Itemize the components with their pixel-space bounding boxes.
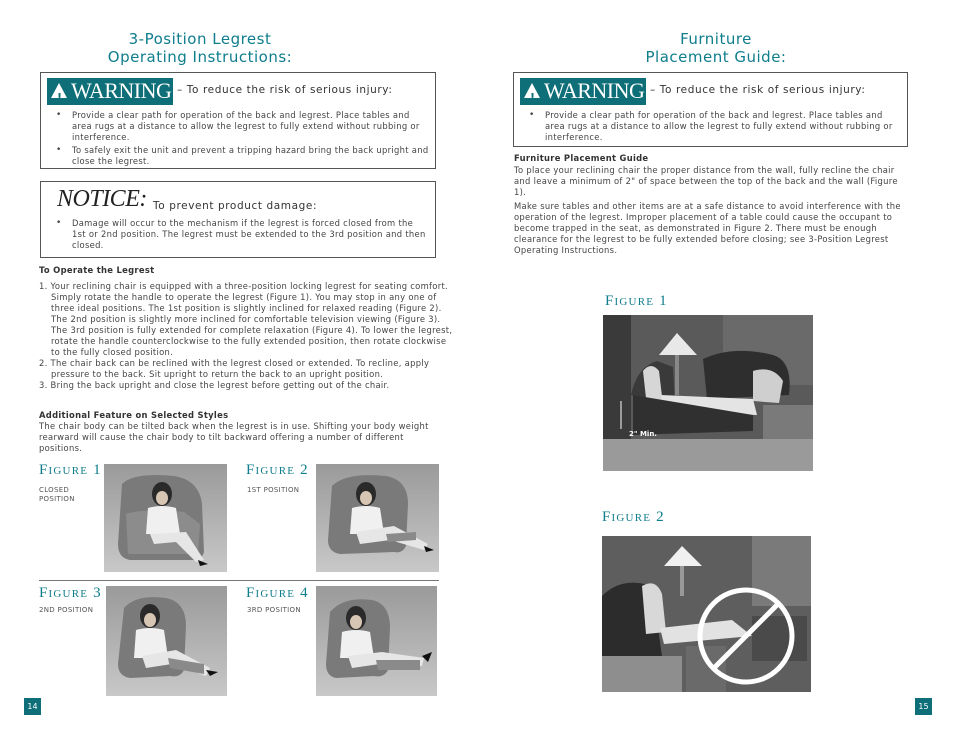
right-figure1-label: Figure 1 [605, 293, 668, 309]
right-figure2-label: Figure 2 [602, 509, 665, 525]
left-figure1-label: Figure 1 [39, 462, 102, 478]
warning-lead: – To reduce the risk of serious injury: [177, 84, 393, 96]
guide-heading: Furniture Placement Guide [514, 153, 649, 163]
warning-lead: – To reduce the risk of serious injury: [650, 84, 866, 96]
warning-bullets [54, 110, 429, 169]
warning-bullets [527, 110, 902, 145]
warning-badge-label: WARNING [71, 78, 172, 103]
right-page-number: 15 [915, 698, 932, 715]
left-warning-box [40, 72, 436, 169]
left-figure4-photo [316, 586, 437, 696]
warning-bullet: • Provide a clear path for operation of the back and legrest. Place tables and area rugs at a distance to allow the legrest to fully extend without rubbing or interference. [527, 110, 902, 143]
right-title-line2: Placement Guide: [645, 48, 787, 66]
notice-badge: NOTICE: [57, 186, 147, 212]
warning-badge [47, 78, 173, 105]
left-figure2-photo [316, 464, 439, 572]
left-figure3-caption: 2ND POSITION [39, 606, 94, 614]
notice-bullets [54, 218, 429, 253]
notice-box [40, 181, 436, 258]
warning-triangle-icon [524, 83, 540, 98]
step-item: 2. The chair back can be reclined with the legrest closed or extended. To recline, apply pressure to the back. Sit upright to return the back to an upright position. [39, 358, 430, 379]
right-figure1-photo [603, 315, 813, 471]
left-figure1-caption: CLOSED POSITION [39, 486, 75, 503]
warning-triangle-icon [51, 83, 67, 98]
right-title-line1: Furniture [680, 30, 752, 48]
guide-paragraph-1: To place your reclining chair the proper distance from the wall, fully recline the chair and leave a minimum of 2" of space between the top of the back and the wall (Figure 1). [514, 165, 898, 197]
left-figure4-label: Figure 4 [246, 585, 309, 601]
right-page-title [596, 30, 836, 66]
left-figure4-caption: 3RD POSITION [247, 606, 301, 614]
left-page-number: 14 [24, 698, 41, 715]
additional-heading: Additional Feature on Selected Styles [39, 410, 229, 420]
step-item: 1. Your reclining chair is equipped with a three-position locking legrest for seating comfort. Simply rotate the handle to operate the legrest (Figure 1). You may stop in any one of three ideal positions. The 1st position is slightly inclined for relaxed reading (Figure 2). The 2nd position is slightly more inclined for comfortable television viewing (Figure 3). The 3rd position is fully extended for complete relaxation (Figure 4). To lower the legrest, rotate the handle counterclockwise to the fully extended position, then rotate clockwise to the fully closed position. [39, 281, 453, 357]
guide-paragraph-2: Make sure tables and other items are at a safe distance to avoid interference with the operation of the legrest. Improper placement of a table could cause the occupant to become trapped in the seat, as demonstrated in Figure 2. There must be enough clearance for the legrest to be fully extended before closing; see 3-Position Legrest Operating Instructions. [514, 201, 901, 255]
right-figure2-photo [602, 536, 811, 692]
left-figure2-caption: 1ST POSITION [247, 486, 300, 494]
left-figure3-label: Figure 3 [39, 585, 102, 601]
left-figure2-label: Figure 2 [246, 462, 309, 478]
left-page-title [80, 30, 320, 66]
left-figure3-photo [106, 586, 227, 696]
warning-bullet: • Provide a clear path for operation of the back and legrest. Place tables and area rugs at a distance to allow the legrest to fully extend without rubbing or interference. [54, 110, 429, 143]
operate-steps [39, 281, 453, 391]
step-item: 3. Bring the back upright and close the legrest before getting out of the chair. [39, 380, 390, 390]
clearance-annotation: 2" Min. [629, 430, 657, 438]
notice-lead: To prevent product damage: [153, 200, 318, 212]
operate-heading: To Operate the Legrest [39, 265, 155, 275]
right-warning-box [513, 72, 908, 147]
warning-bullet: • To safely exit the unit and prevent a tripping hazard bring the back upright and close the legrest. [54, 145, 429, 167]
warning-badge-label: WARNING [544, 78, 645, 103]
figure-divider [39, 580, 439, 581]
left-title-line1: 3-Position Legrest [128, 30, 272, 48]
left-figure1-photo [104, 464, 227, 572]
notice-bullet: • Damage will occur to the mechanism if the legrest is forced closed from the 1st or 2nd position. The legrest must be extended to the 3rd position and then closed. [54, 218, 429, 251]
left-title-line2: Operating Instructions: [107, 48, 293, 66]
additional-text: The chair body can be tilted back when the legrest is in use. Shifting your body weight rearward will cause the chair body to tilt backward offering a number of different positions. [39, 421, 429, 453]
warning-badge [520, 78, 646, 105]
